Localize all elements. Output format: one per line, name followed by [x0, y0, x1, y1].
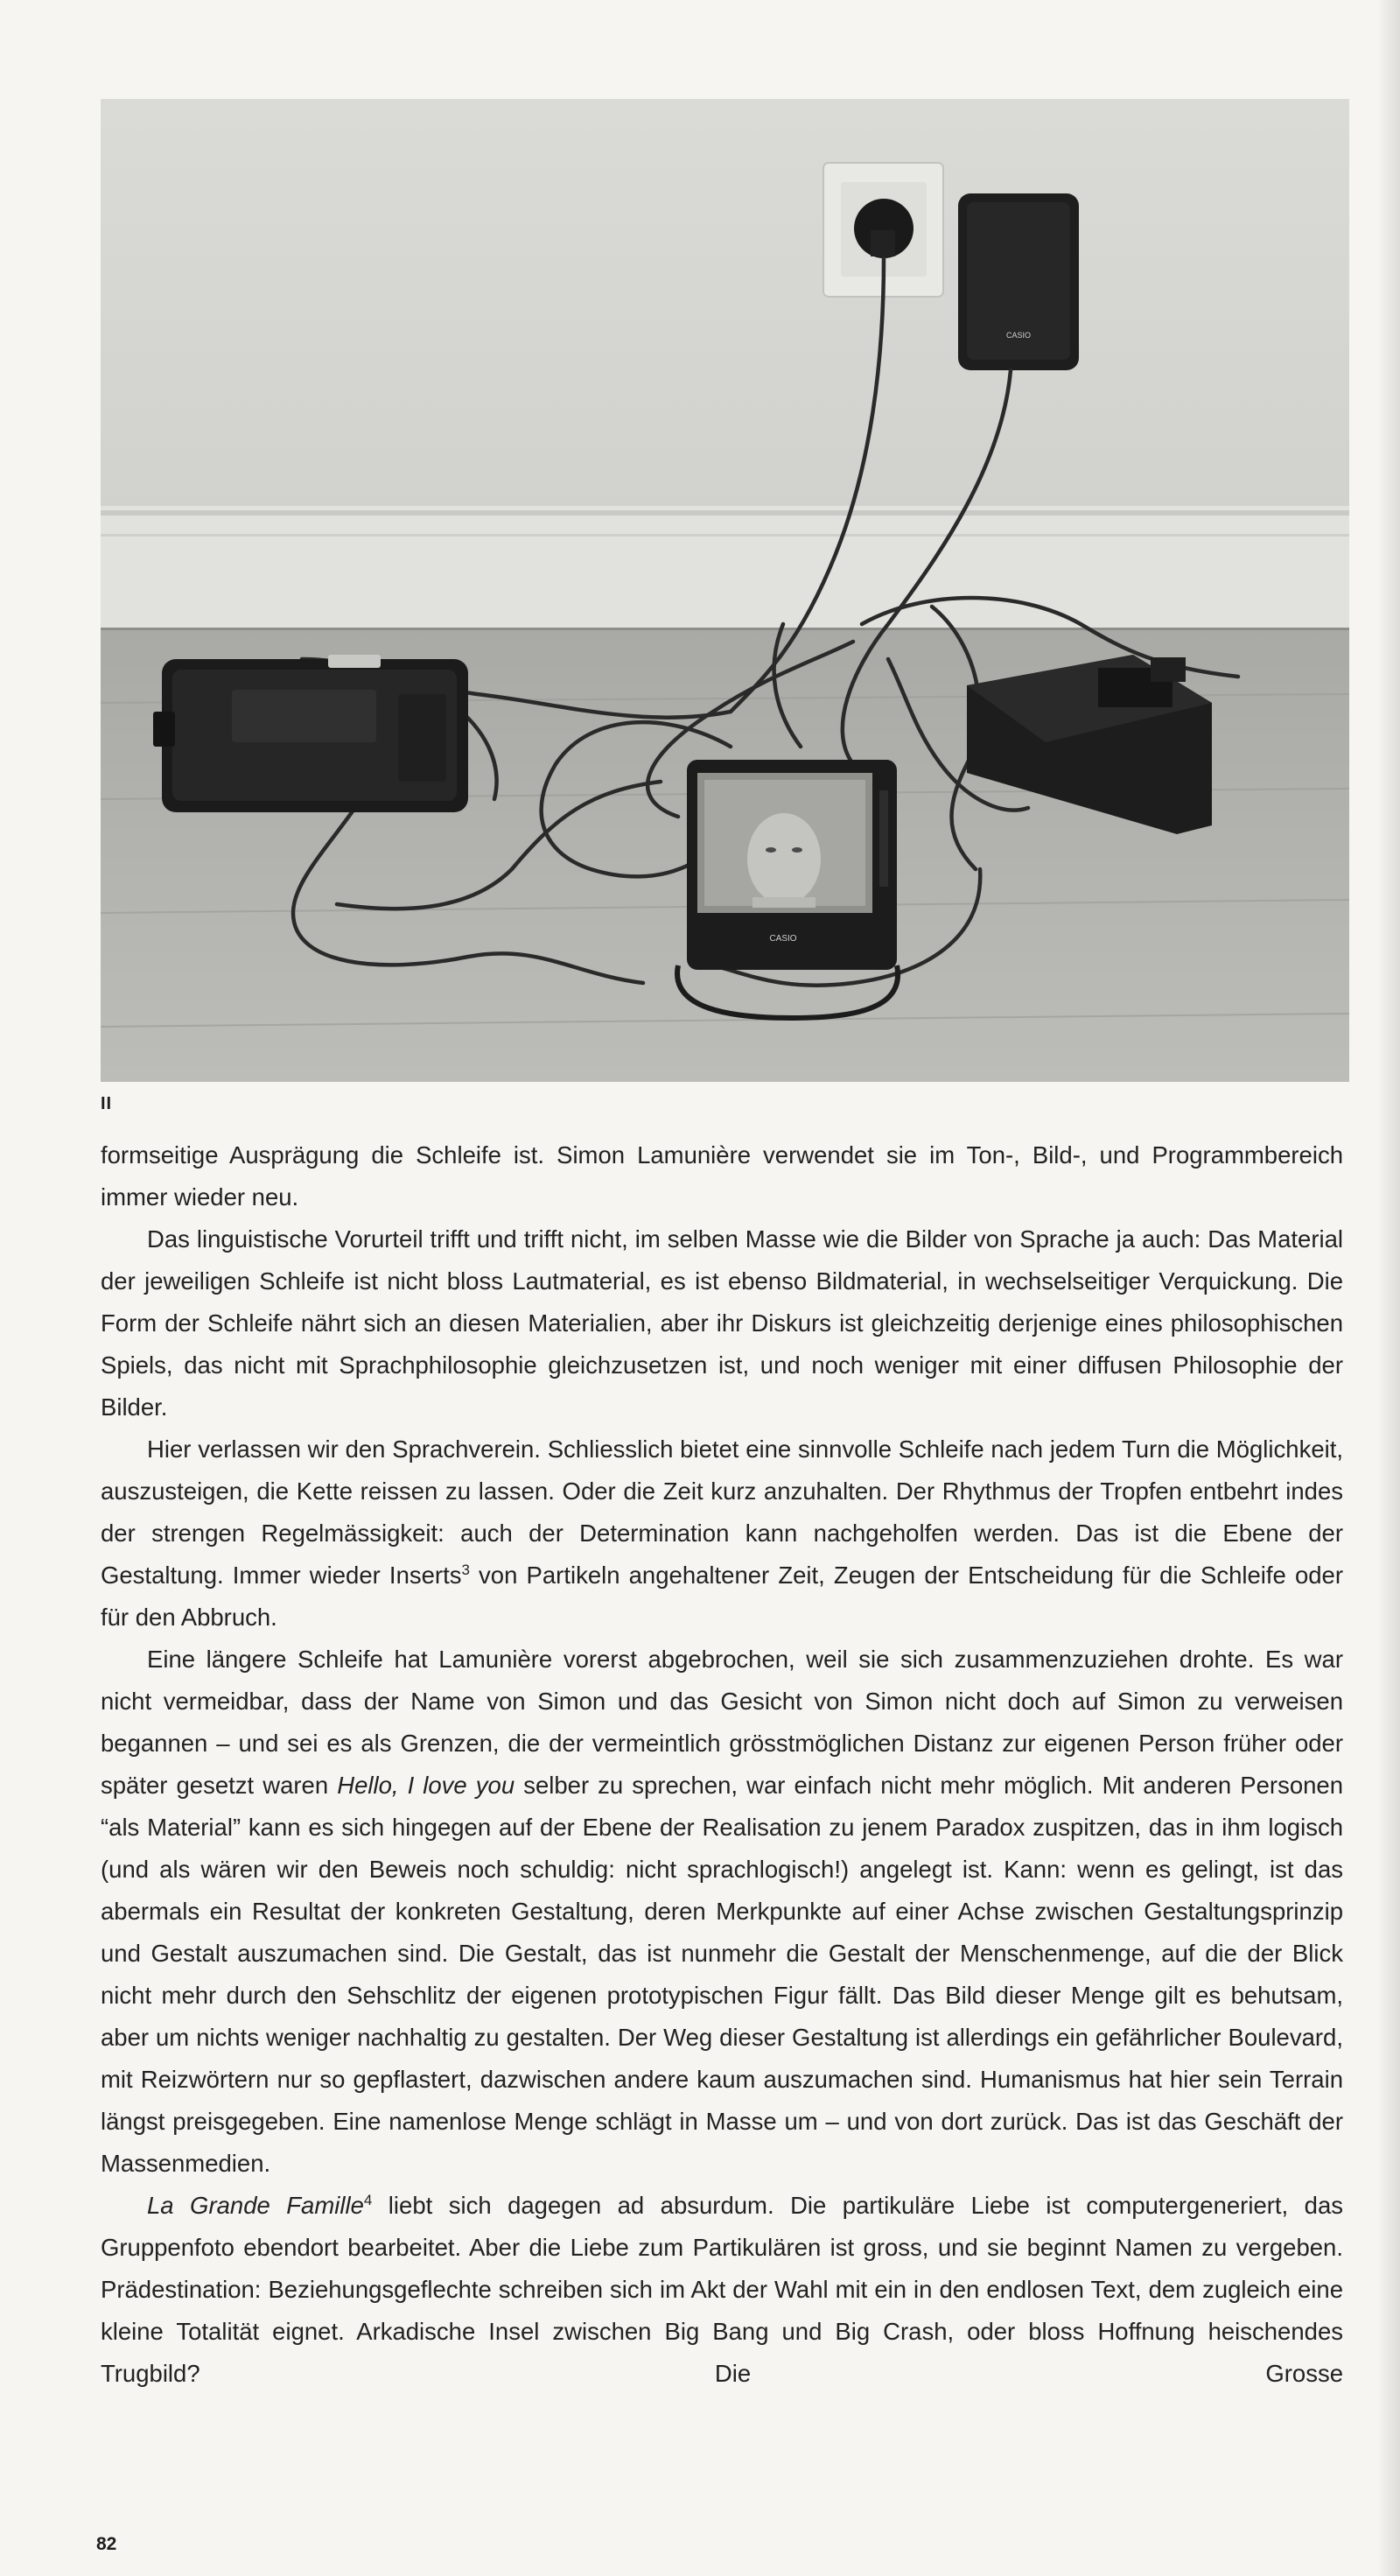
text-run: Hier verlassen wir den Sprachverein. Schliesslich bietet eine sinnvolle Schleife nach jedem Turn die Möglichkeit, auszusteigen, die Kette reissen zu lassen. Oder die Zeit kurz anzuhalten. Der Rhythmus der Tropfen entbehrt indes der strengen Regelmässigkeit: auch der Determination kann nachgeholfen werden. Das ist die Ebene der Gestaltung. Immer wieder Inserts — [101, 1435, 1343, 1589]
italic-title: La Grande Famille — [147, 2192, 364, 2219]
text-run: selber zu sprechen, war einfach nicht mehr möglich. Mit anderen Personen “als Material” kann es sich hingegen auf der Ebene der Realisation zu jenem Paradox zuspitzen, das in ihm logisch (und als wären wir den Beweis noch schuldig: nicht sprachlogisch!) angelegt ist. Kann: wenn es gelingt, ist das abermals ein Resultat der konkreten Gestaltung, deren Merkpunkte auf einer Achse zwischen Gestaltungsprinzip und Gestalt auszumachen sind. Die Gestalt, das ist nunmehr die Gestalt der Menschenmenge, auf die der Blick nicht mehr durch den Sehschlitz der eigenen prototypischen Figur fällt. Das Bild dieser Menge gilt es behutsam, aber um nichts weniger nachhaltig zu gestalten. Der Weg dieser Gestaltung ist allerdings ein gefährlicher Boulevard, mit Reizwörtern nur so gepflastert, dazwischen andere kaum auszumachen sind. Humanismus hat hier sein Terrain längst preisgegeben. Eine namenlose Menge schlägt in Masse um – und von dort zurück. Das ist das Geschäft der Massenmedien. — [101, 1772, 1344, 2177]
paragraph: Das linguistische Vorurteil trifft und trifft nicht, im selben Masse wie die Bilder von Sprache ja auch: Das Material der jeweiligen Schleife ist nicht bloss Lautmaterial, es ist ebenso Bildmaterial, in wechselseitiger Verquickung. Die Form der Schleife nährt sich an diesen Materialien, aber ihr Diskurs ist gleichzeitig derjenige eines philosophischen Spiels, das nicht mit Sprachphilosophie gleichzusetzen ist, und noch weniger mit einer diffusen Philosophie der Bilder. — [101, 1225, 1343, 1421]
footnote-ref: 3 — [461, 1561, 470, 1578]
cassette-recorder — [153, 655, 468, 812]
text-run: liebt sich dagegen ad absurdum. Die partikuläre Liebe ist computergeneriert, das Gruppenfoto ebendort bearbeitet. Aber die Liebe zum Partikulären ist gross, und sie beginnt Namen zu vergeben. Prädestination: Beziehungsgeflechte schreiben sich im Akt der Wahl mit ein in den endlosen Text, dem zugleich eine kleine Totalität eignet. Arkadische Insel zwischen Big Bang und Big Crash, oder bloss Hoffnung heischendes Trugbild? Die Grosse — [101, 2192, 1343, 2387]
installation-photo — [101, 99, 1349, 1082]
page-number: 82 — [96, 2534, 117, 2554]
paragraph — [101, 1428, 1343, 1639]
paragraph: formseitige Ausprägung die Schleife ist. Simon Lamunière verwendet sie im Ton-, Bild-, und Programmbereich immer wieder neu. — [101, 1141, 1343, 1211]
italic-title: Hello, I love you — [337, 1772, 515, 1799]
figure-label: II — [101, 1094, 113, 1113]
wall — [101, 99, 1349, 515]
text-run: Eine längere Schleife hat Lamunière vorerst abgebrochen, weil sie sich zusammenzuziehen drohte. Es war nicht vermeidbar, dass der Name von Simon und das Gesicht von Simon nicht doch auf Simon zu verweisen begannen – und sei es als Grenzen, die der vermeintlich grösstmöglichen Distanz zur eigenen Person früher oder später gesetzt waren — [101, 1646, 1343, 1799]
body-text — [101, 1134, 1343, 2395]
svg-text:CASIO: CASIO — [769, 934, 797, 944]
paragraph — [101, 1639, 1343, 2185]
power-adapter — [958, 193, 1079, 370]
text-run: von Partikeln angehaltener Zeit, Zeugen der Entscheidung für die Schleife oder für den Abbruch. — [101, 1562, 1343, 1631]
paragraph — [101, 2185, 1343, 2395]
svg-text:CASIO: CASIO — [1005, 331, 1032, 340]
footnote-ref: 4 — [363, 2191, 373, 2208]
page-edge-shadow — [1377, 0, 1400, 2576]
baseboard — [101, 506, 1349, 630]
